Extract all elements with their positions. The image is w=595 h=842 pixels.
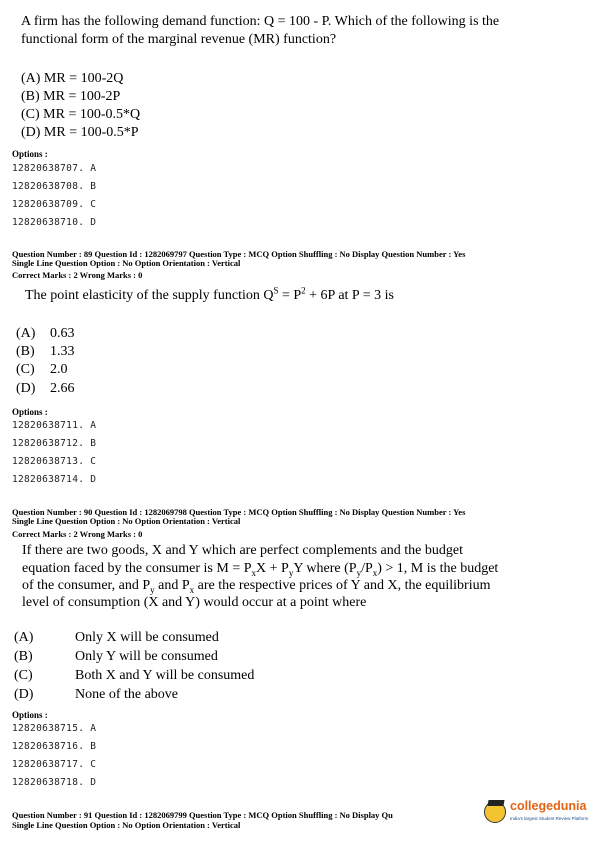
logo-mascot-icon — [484, 801, 506, 823]
q91-meta-line2: Single Line Question Option : No Option Orientation : Vertical — [12, 820, 241, 830]
q89-choice-label-a: (A) — [16, 326, 36, 341]
q89-options-label: Options : — [12, 407, 48, 417]
q90-choice-label-a: (A) — [14, 630, 34, 645]
q89-choice-label-d: (D) — [16, 381, 36, 396]
q89-choice-value-d: 2.66 — [50, 381, 75, 396]
collegedunia-logo — [484, 797, 592, 831]
q90-stem-line4: level of consumption (X and Y) would occur at a point where — [22, 595, 367, 610]
q88-options-label: Options : — [12, 149, 48, 159]
q89-choice-label-c: (C) — [16, 362, 35, 377]
q89-meta-line1: Question Number : 89 Question Id : 1282069797 Question Type : MCQ Option Shuffling : No Display Question Number : Yes — [12, 249, 466, 259]
q90-choice-value-d: None of the above — [75, 687, 179, 702]
q89-choice-value-c: 2.0 — [50, 362, 68, 377]
q90-marks: Correct Marks : 2 Wrong Marks : 0 — [12, 529, 143, 539]
q90-choice-value-a: Only X will be consumed — [75, 630, 219, 645]
q90-choice-label-d: (D) — [14, 687, 34, 702]
q90-meta-line2: Single Line Question Option : No Option Orientation : Vertical — [12, 516, 241, 526]
q88-stem-line1: A firm has the following demand function: Q = 100 - P. Which of the following is the — [21, 14, 500, 29]
q88-option-code-c: 12820638709. C — [12, 199, 97, 210]
q90-choice-value-c: Both X and Y will be consumed — [75, 668, 255, 683]
logo-tagline: India's largest Student Review Platform — [510, 816, 589, 821]
q90-option-code-c: 12820638717. C — [12, 759, 97, 770]
q90-option-code-d: 12820638718. D — [12, 777, 97, 788]
q89-choice-value-b: 1.33 — [50, 344, 75, 359]
q89-choice-label-b: (B) — [16, 344, 35, 359]
q88-option-code-b: 12820638708. B — [12, 181, 97, 192]
q91-meta-line1: Question Number : 91 Question Id : 1282069799 Question Type : MCQ Option Shuffling : No Display Qu — [12, 810, 393, 820]
q88-option-code-d: 12820638710. D — [12, 217, 97, 228]
q90-stem-line2: equation faced by the consumer is $M = P_xX + P_yY$ where $(P_y/P_x) > 1$, M is the budget — [22, 561, 499, 578]
q88-option-code-a: 12820638707. A — [12, 163, 97, 174]
q89-meta-line2: Single Line Question Option : No Option Orientation : Vertical — [12, 258, 241, 268]
logo-wordmark: collegedunia — [510, 799, 587, 813]
q88-choice-d: (D) MR = 100-0.5*P — [21, 125, 139, 140]
q88-choice-a: (A) MR = 100-2Q — [21, 71, 124, 86]
q90-stem-line1: If there are two goods, X and Y which are perfect complements and the budget — [22, 543, 463, 558]
q89-choice-value-a: 0.63 — [50, 326, 75, 341]
q88-stem-line2: functional form of the marginal revenue (MR) function? — [21, 32, 337, 47]
q90-option-code-a: 12820638715. A — [12, 723, 97, 734]
q89-option-code-d: 12820638714. D — [12, 474, 97, 485]
q88-choice-b: (B) MR = 100-2P — [21, 89, 121, 104]
q90-option-code-b: 12820638716. B — [12, 741, 97, 752]
q90-meta-line1: Question Number : 90 Question Id : 1282069798 Question Type : MCQ Option Shuffling : No Display Question Number : Yes — [12, 507, 466, 517]
q89-stem: The point elasticity of the supply function $Q^S = P^2 + 6P$ at P = 3 is — [25, 285, 394, 303]
q89-option-code-c: 12820638713. C — [12, 456, 97, 467]
q89-option-code-b: 12820638712. B — [12, 438, 97, 449]
q90-choice-label-c: (C) — [14, 668, 33, 683]
q89-option-code-a: 12820638711. A — [12, 420, 97, 431]
q90-choice-value-b: Only Y will be consumed — [75, 649, 218, 664]
q88-choice-c: (C) MR = 100-0.5*Q — [21, 107, 141, 122]
q90-options-label: Options : — [12, 710, 48, 720]
q89-marks: Correct Marks : 2 Wrong Marks : 0 — [12, 270, 143, 280]
q90-stem-line3: of the consumer, and $P_y$ and $P_x$ are the respective prices of Y and X, the equilibrium — [22, 578, 491, 595]
q90-choice-label-b: (B) — [14, 649, 33, 664]
